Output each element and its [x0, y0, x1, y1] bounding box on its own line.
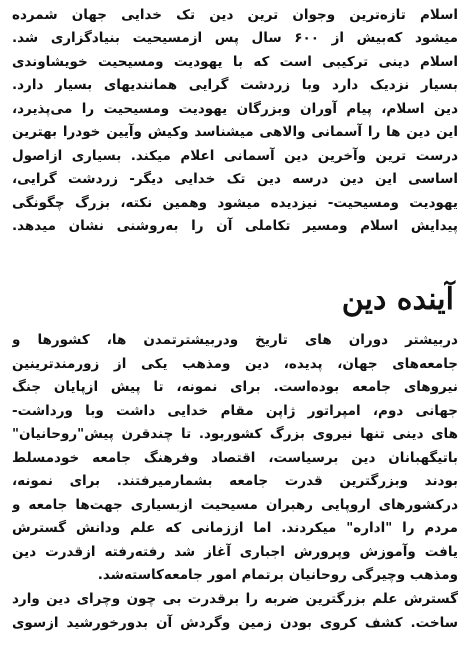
section-heading: آینده دین	[341, 282, 454, 317]
paragraph-2-line-13: ساخت. کشف کروی بودن زمین وگردش آن بدورخورشید ازسوی	[12, 615, 458, 631]
paragraph-2-line-12: گسترش علم بزرگترین ضربه را برقدرت بی چون وچرای دین وارد	[12, 591, 458, 607]
paragraph-2-line-4: جهانی دوم، امپراتور ژاپن مقام خدایی داشت وبا ورداشت-	[12, 403, 458, 419]
paragraph-1-line-7: درست ترین وآخرین دین آسمانی اعلام میکند. بسیاری ازاصول	[12, 148, 458, 164]
paragraph-1-line-2: میشود که‌بیش از ۶۰۰ سال پس ازمسیحیت بنیادگزاری شد.	[12, 30, 458, 46]
paragraph-1-line-8: اساسی این دین درسه دین تک خدایی دیگر- زردشت گرایی،	[12, 171, 458, 187]
paragraph-1-line-5: دین اسلام، پیام آوران وبزرگان یهودیت ومسیحیت را می‌پذیرد،	[12, 101, 458, 117]
paragraph-1-line-10: پیدایش اسلام ومسیر تکاملی آن را به‌روشنی نشان میدهد.	[12, 218, 458, 234]
paragraph-2-line-1: دربیشتر دوران های تاریخ ودربیشترتمدن ها، کشورها و	[12, 332, 458, 348]
paragraph-2-line-5: های دینی تنها نیروی بزرگ کشوربود. تا چندقرن پیش"روحانیان"	[12, 426, 458, 442]
paragraph-2-line-9: مردم را "اداره" میکردند. اما اززمانی که علم ودانش گسترش	[12, 520, 458, 536]
paragraph-1-line-6: این دین ها را آسمانی والاهی میشناسد وکیش وآیین خودرا بهترین	[12, 124, 458, 140]
paragraph-1-line-9: یهودیت ومسیحیت- نیزدیده میشود وهمین نکته، بزرگ چگونگی	[12, 195, 458, 211]
paragraph-2-line-2: جامعه‌های جهان، پدیده، دین ومذهب یکی از زورمندترینین	[12, 356, 458, 372]
paragraph-1-line-3: اسلام دینی ترکیبی است که با یهودیت ومسیحیت خویشاوندی	[12, 54, 458, 70]
paragraph-1-line-4: بسیار نزدیک دارد وبا زردشت گرایی همانندیهای بسیار دارد.	[12, 77, 458, 93]
paragraph-2-line-7: بودند وبزرگترین قدرت جامعه بشمارمیرفتند. برای نمونه،	[12, 473, 458, 489]
paragraph-2-line-11: ومذهب وچیرگی روحانیان برتمام امور جامعه‌کاسته‌شد.	[97, 567, 458, 583]
paragraph-2-line-3: نیروهای جامعه بوده‌است. برای نمونه، تا پیش ازپایان جنگ	[12, 379, 458, 395]
paragraph-2-line-10: یافت وآموزش وپرورش اجباری آغاز شد رفته‌رفته ازقدرت دین	[12, 544, 458, 560]
paragraph-2-line-8: درکشورهای اروپایی رهبران مسیحیت ازبسیاری جهت‌ها جامعه و	[12, 497, 458, 513]
paragraph-1-line-1: اسلام تازه‌ترین وجوان ترین دین تک خدایی جهان شمرده	[12, 7, 458, 23]
paragraph-2-line-6: باتیگهبانان دین برسیاست، اقتصاد وفرهنگ جامعه خودمسلط	[12, 450, 458, 466]
